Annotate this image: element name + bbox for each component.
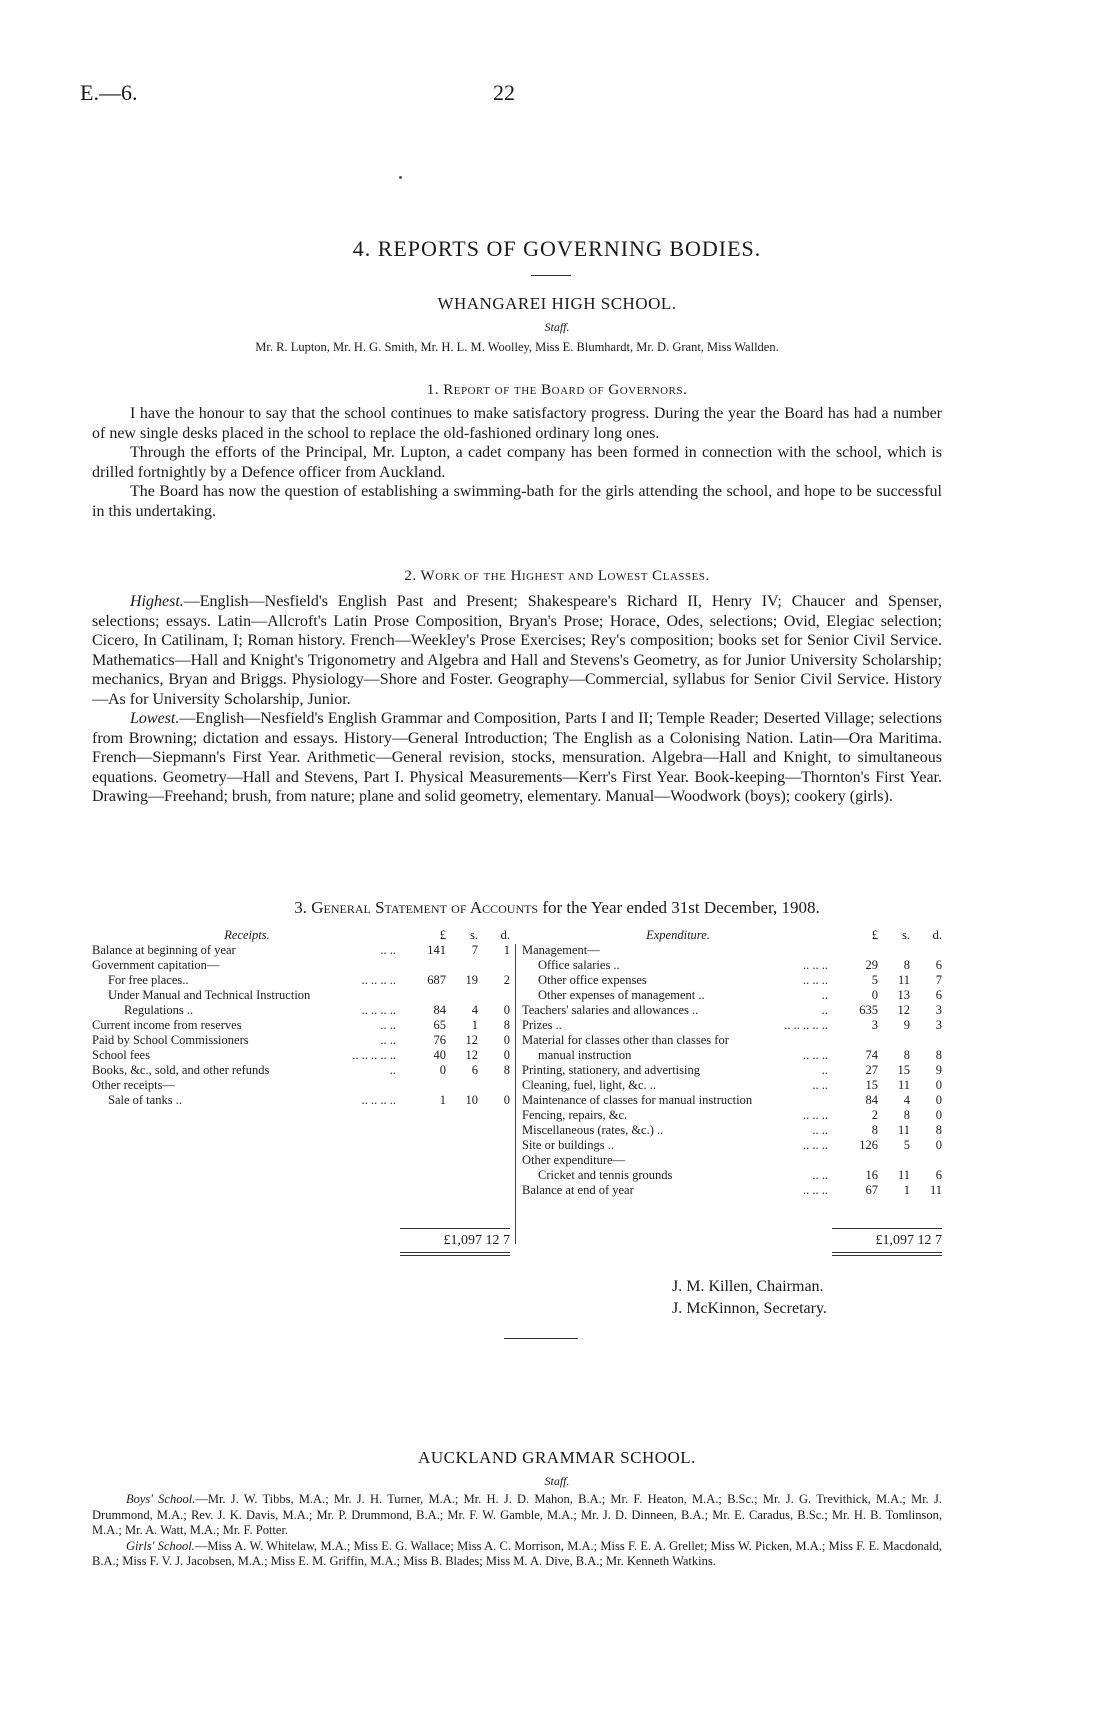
leader-dots: .. .. [380, 1033, 396, 1047]
leader-dots: .. .. .. .. [361, 1003, 396, 1017]
pounds-value: 1 [439, 1093, 446, 1107]
shillings-value: 8 [903, 1108, 910, 1122]
pence-value: 0 [503, 1048, 510, 1062]
account-label-text: Under Manual and Technical Instruction [108, 988, 311, 1002]
shillings-header: s. [902, 928, 910, 942]
work-heading: 2. Work of the Highest and Lowest Classes. [404, 568, 710, 584]
pounds-value: 0 [439, 1063, 446, 1077]
account-label-text: Office salaries .. [538, 958, 620, 972]
shillings-value [878, 1153, 910, 1168]
account-label-text: Maintenance of classes for manual instruction [522, 1093, 753, 1107]
account-label [522, 1048, 834, 1063]
shillings-value: 1 [903, 1183, 910, 1197]
account-label-text: Books, &c., sold, and other refunds [92, 1063, 270, 1077]
shillings-value [878, 1033, 910, 1048]
account-row [92, 1003, 510, 1018]
leader-dots: .. .. .. [803, 1108, 828, 1122]
account-label [522, 1153, 834, 1168]
pence-value [910, 1153, 942, 1168]
shillings-value [878, 943, 910, 958]
page-number: 22 [493, 80, 515, 105]
account-row [92, 1048, 510, 1063]
pounds-value [834, 1033, 878, 1048]
leader-dots: .. .. .. [803, 973, 828, 987]
pounds-value: 74 [865, 1048, 878, 1062]
pence-value [910, 943, 942, 958]
staff-heading: Staff. [544, 320, 570, 334]
account-label-text: For free places.. [108, 973, 189, 987]
account-label [92, 1078, 402, 1093]
pounds-header: £ [871, 928, 878, 942]
account-label [92, 1063, 402, 1078]
pence-value [478, 958, 510, 973]
report-body [92, 404, 942, 521]
chairman-signature: J. M. Killen, Chairman. [672, 1278, 824, 1295]
shillings-value [446, 988, 478, 1003]
pounds-value: 84 [865, 1093, 878, 1107]
pounds-value: 635 [859, 1003, 878, 1017]
shillings-value: 8 [903, 1048, 910, 1062]
account-row [92, 958, 510, 973]
account-row [92, 1063, 510, 1078]
speck [399, 176, 402, 179]
account-row [522, 1168, 942, 1183]
shillings-value [446, 1078, 478, 1093]
expenditure-table [522, 928, 942, 1198]
pounds-value: 5 [871, 973, 878, 987]
account-row [522, 943, 942, 958]
shillings-value: 13 [897, 988, 910, 1002]
pounds-value: 29 [865, 958, 878, 972]
account-label-text: Teachers' salaries and allowances .. [522, 1003, 699, 1017]
account-label [92, 988, 402, 1003]
pence-value: 0 [935, 1138, 942, 1152]
pence-value: 9 [935, 1063, 942, 1077]
leader-dots: .. .. .. [803, 1183, 828, 1197]
pounds-value: 8 [871, 1123, 878, 1137]
shillings-value: 11 [897, 1123, 910, 1137]
leader-dots: .. .. .. [803, 1048, 828, 1062]
leader-dots: .. .. .. .. .. [784, 1018, 828, 1032]
shillings-value: 5 [903, 1138, 910, 1152]
pounds-value: 687 [427, 973, 446, 987]
shillings-value [446, 958, 478, 973]
pounds-value: 40 [433, 1048, 446, 1062]
accounts-heading-main: 3. General Statement of Accounts [294, 898, 539, 917]
account-row [522, 1063, 942, 1078]
pounds-value: 15 [865, 1078, 878, 1092]
account-label-text: Fencing, repairs, &c. [522, 1108, 628, 1122]
staff-heading: Staff. [544, 1474, 570, 1488]
boys-school-staff [92, 1492, 942, 1539]
title-rule [531, 275, 571, 276]
pence-value: 11 [929, 1183, 942, 1197]
account-label-text: Cleaning, fuel, light, &c. .. [522, 1078, 657, 1092]
account-row [522, 1078, 942, 1093]
account-label-text: Other expenses of management .. [538, 988, 705, 1002]
shillings-value: 19 [465, 973, 478, 987]
shillings-value: 11 [897, 1168, 910, 1182]
accounts-heading-rest: for the Year ended 31st December, 1908. [538, 898, 820, 917]
pounds-value: 76 [433, 1033, 446, 1047]
expenditure-total-block [832, 1228, 942, 1256]
account-label [92, 1048, 402, 1063]
shillings-value: 4 [471, 1003, 478, 1017]
pounds-value [402, 958, 446, 973]
receipts-column [92, 928, 510, 1108]
account-label-text: Paid by School Commissioners [92, 1033, 249, 1047]
account-label-text: Material for classes other than classes for [522, 1033, 729, 1047]
pounds-value [834, 1153, 878, 1168]
account-label-text: Balance at beginning of year [92, 943, 236, 957]
leader-dots: .. .. .. [803, 1138, 828, 1152]
report-paragraph: Through the efforts of the Principal, Mr. Lupton, a cadet company has been formed in connection with the school, which is drilled fortnightly by a Defence officer from Auckland. [92, 444, 942, 481]
girls-school-staff [92, 1539, 942, 1570]
account-row [92, 1018, 510, 1033]
pounds-value [834, 943, 878, 958]
report-heading: 1. Report of the Board of Governors. [426, 382, 688, 398]
total-rule [832, 1255, 942, 1256]
total-rule [832, 1228, 942, 1229]
account-row [92, 943, 510, 958]
boys-staff-list: —Mr. J. W. Tibbs, M.A.; Mr. J. H. Turner, M.A.; Mr. H. J. D. Mahon, B.A.; Mr. F. Heaton, M.A.; B.Sc.; Mr. J. G. Trevithick, M.A.; Mr. J. Drummond, M.A.; Rev. J. K. Davis, M.A.; Mr. P. Drummond, B.A.; Mr. F. W. Gamble, M.A.; Mr. J. D. Dinneen, B.A.; Mr. E. Caradus, B.Sc.; Mr. H. B. Tomlinson, M.A.; Mr. A. Watt, M.A.; Mr. F. Potter. [92, 1492, 942, 1537]
leader-dots: .. .. [812, 1123, 828, 1137]
account-label [522, 988, 834, 1003]
account-row [92, 973, 510, 988]
school-name-whangarei: WHANGAREI HIGH SCHOOL. [437, 294, 677, 313]
account-label-text: Printing, stationery, and advertising [522, 1063, 700, 1077]
pence-value: 3 [935, 1018, 942, 1032]
account-row [522, 973, 942, 988]
shillings-value: 6 [471, 1063, 478, 1077]
leader-dots: .. .. [812, 1078, 828, 1092]
pence-value: 1 [503, 943, 510, 957]
document-reference: E.—6. [80, 80, 138, 105]
pounds-value: 16 [865, 1168, 878, 1182]
pounds-value: 0 [871, 988, 878, 1002]
shillings-value: 1 [471, 1018, 478, 1032]
leader-dots: .. .. [812, 1168, 828, 1182]
total-rule [400, 1228, 510, 1229]
leader-dots: .. .. [380, 1018, 396, 1032]
account-row [92, 1033, 510, 1048]
pence-value: 2 [503, 973, 510, 987]
account-label [522, 1018, 834, 1033]
account-row [522, 1093, 942, 1108]
account-row [92, 1093, 510, 1108]
lowest-classes [92, 709, 942, 807]
account-row [522, 1108, 942, 1123]
auckland-staff [92, 1492, 942, 1570]
leader-dots: .. .. .. .. .. [352, 1048, 396, 1062]
staff-list: Mr. R. Lupton, Mr. H. G. Smith, Mr. H. L. M. Woolley, Miss E. Blumhardt, Mr. D. Grant, Miss Wallden. [255, 340, 779, 354]
leader-dots: .. .. [380, 943, 396, 957]
pence-value [478, 1078, 510, 1093]
receipts-table [92, 928, 510, 1108]
pence-value: 0 [503, 1003, 510, 1017]
account-label-text: Prizes .. [522, 1018, 562, 1032]
shillings-value: 12 [465, 1033, 478, 1047]
column-divider [515, 944, 516, 1244]
boys-label: Boys' School. [126, 1492, 196, 1506]
account-label [92, 973, 402, 988]
account-row [522, 1138, 942, 1153]
account-label-text: Balance at end of year [522, 1183, 634, 1197]
leader-dots: .. [821, 988, 828, 1002]
account-label-text: Sale of tanks .. [108, 1093, 182, 1107]
pence-value: 6 [935, 988, 942, 1002]
pence-value: 8 [935, 1123, 942, 1137]
lowest-label: Lowest. [130, 710, 180, 727]
total-rule [400, 1255, 510, 1256]
account-label [522, 1108, 834, 1123]
pounds-value: 27 [865, 1063, 878, 1077]
receipts-heading: Receipts. [224, 928, 270, 942]
account-label [522, 1033, 834, 1048]
section-divider [504, 1338, 578, 1339]
account-label-text: manual instruction [538, 1048, 632, 1062]
secretary-signature: J. McKinnon, Secretary. [672, 1300, 827, 1317]
pounds-value: 84 [433, 1003, 446, 1017]
receipts-total: £1,097 12 7 [443, 1233, 510, 1248]
account-label [92, 943, 402, 958]
account-label [522, 1168, 834, 1183]
pence-value: 6 [935, 958, 942, 972]
account-row [92, 988, 510, 1003]
account-row [522, 1183, 942, 1198]
account-label-text: Regulations .. [124, 1003, 194, 1017]
leader-dots: .. [821, 1063, 828, 1077]
leader-dots: .. .. .. .. [361, 973, 396, 987]
shillings-value: 10 [465, 1093, 478, 1107]
leader-dots: .. [389, 1063, 396, 1077]
account-row [522, 1018, 942, 1033]
pence-value: 0 [503, 1093, 510, 1107]
pence-value: 8 [503, 1063, 510, 1077]
pounds-value [402, 988, 446, 1003]
report-paragraph: I have the honour to say that the school continues to make satisfactory progress. During the year the Board has had a number of new single desks placed in the school to replace the old-fashioned ordinary long ones. [92, 405, 942, 442]
pence-value: 6 [935, 1168, 942, 1182]
pence-value: 3 [935, 1003, 942, 1017]
shillings-header: s. [470, 928, 478, 942]
pounds-header: £ [439, 928, 446, 942]
school-name-auckland: AUCKLAND GRAMMAR SCHOOL. [418, 1448, 696, 1467]
total-rule [832, 1252, 942, 1253]
account-label [522, 1003, 834, 1018]
section-title: 4. REPORTS OF GOVERNING BODIES. [352, 236, 762, 261]
account-label [92, 958, 402, 973]
expenditure-column [522, 928, 942, 1198]
pounds-value [402, 1078, 446, 1093]
account-label [522, 1183, 834, 1198]
account-row [522, 1033, 942, 1048]
highest-label: Highest. [130, 593, 184, 610]
shillings-value: 12 [465, 1048, 478, 1062]
receipts-total-block [400, 1228, 510, 1256]
work-body [92, 592, 942, 807]
account-label [522, 943, 834, 958]
pounds-value: 126 [859, 1138, 878, 1152]
shillings-value: 9 [903, 1018, 910, 1032]
pence-value [478, 988, 510, 1003]
account-row [522, 1003, 942, 1018]
report-paragraph: The Board has now the question of establishing a swimming-bath for the girls attending the school, and hope to be successful in this undertaking. [92, 483, 942, 520]
account-label [522, 1138, 834, 1153]
pence-header: d. [932, 928, 942, 942]
pence-header: d. [500, 928, 510, 942]
pounds-value: 2 [871, 1108, 878, 1122]
account-label-text: Site or buildings .. [522, 1138, 615, 1152]
expenditure-total: £1,097 12 7 [875, 1233, 942, 1248]
account-label [92, 1033, 402, 1048]
account-label [522, 1123, 834, 1138]
pence-value [910, 1033, 942, 1048]
girls-label: Girls' School. [126, 1538, 195, 1553]
account-label [522, 973, 834, 988]
shillings-value: 15 [897, 1063, 910, 1077]
leader-dots: .. [821, 1003, 828, 1017]
pence-value: 8 [503, 1018, 510, 1032]
account-label-text: Government capitation— [92, 958, 220, 972]
account-row [522, 988, 942, 1003]
account-label [522, 1078, 834, 1093]
pounds-value: 65 [433, 1018, 446, 1032]
highest-text: —English—Nesfield's English Past and Present; Shakespeare's Richard II, Henry IV; Chaucer and Spenser, selections; essays. Latin—Allcroft's Latin Prose Composition, Bryan's Prose; Horace, Odes, selections; Ovid, Elegiac selection; Cicero, In Catilinam, I; Roman history. French—Weekley's Prose Exercises; Rey's composition; books set for Senior Civil Service. Mathematics—Hall and Knight's Trigonometry and Algebra and Hall and Stevens's Geometry, as for Junior University Scholarship; mechanics, Bryan and Briggs. Physiology—Shore and Foster. Geography—Commercial, syllabus for Senior Civil Service. History—As for University Scholarship, Junior. [92, 593, 942, 708]
expenditure-heading: Expenditure. [646, 928, 710, 942]
account-row [522, 1123, 942, 1138]
account-label [92, 1003, 402, 1018]
shillings-value: 12 [897, 1003, 910, 1017]
leader-dots: .. .. .. .. [361, 1093, 396, 1107]
shillings-value: 11 [897, 1078, 910, 1092]
shillings-value: 8 [903, 958, 910, 972]
account-label-text: Other receipts— [92, 1078, 175, 1092]
account-row [522, 1153, 942, 1168]
account-label-text: Cricket and tennis grounds [538, 1168, 673, 1182]
pence-value: 7 [935, 973, 942, 987]
account-label-text: Other expenditure— [522, 1153, 626, 1167]
account-label-text: School fees [92, 1048, 150, 1062]
pence-value: 0 [935, 1078, 942, 1092]
pounds-value: 141 [427, 943, 446, 957]
highest-classes [92, 592, 942, 709]
account-label [522, 1093, 834, 1108]
account-row [92, 1078, 510, 1093]
account-label-text: Other office expenses [538, 973, 647, 987]
lowest-text: —English—Nesfield's English Grammar and Composition, Parts I and II; Temple Reader; Deserted Village; selections from Browning; dictation and essays. History—General Introduction; The English as a Colonising Nation. Latin—Ora Maritima. French—Siepmann's First Year. Arithmetic—General revision, stocks, mensuration. Algebra—Hall and Knight, to simultaneous equations. Geometry—Hall and Stevens, Part I. Physical Measurements—Kerr's First Year. Book-keeping—Thornton's First Year. Drawing—Freehand; brush, from nature; plane and solid geometry, elementary. Manual—Woodwork (boys); cookery (girls). [92, 710, 942, 805]
leader-dots: .. .. .. [803, 958, 828, 972]
pence-value: 0 [935, 1108, 942, 1122]
accounts-heading [0, 898, 1114, 918]
pounds-value: 3 [871, 1018, 878, 1032]
account-label-text: Miscellaneous (rates, &c.) .. [522, 1123, 664, 1137]
pence-value: 0 [503, 1033, 510, 1047]
account-label [522, 1063, 834, 1078]
account-row [522, 958, 942, 973]
account-label [92, 1093, 402, 1108]
girls-staff-list: —Miss A. W. Whitelaw, M.A.; Miss E. G. Wallace; Miss A. C. Morrison, M.A.; Miss F. E. A. Grellet; Miss W. Picken, M.A.; Miss F. E. Macdonald, B.A.; Miss F. V. J. Jacobsen, M.A.; Miss E. M. Griffin, M.A.; Miss B. Blades; Miss M. A. Dive, B.A.; Mr. Kenneth Watkins. [92, 1538, 942, 1568]
shillings-value: 7 [471, 943, 478, 957]
total-rule [400, 1252, 510, 1253]
account-label-text: Current income from reserves [92, 1018, 242, 1032]
account-label-text: Management— [522, 943, 600, 957]
account-label [522, 958, 834, 973]
account-label [92, 1018, 402, 1033]
pounds-value: 67 [865, 1183, 878, 1197]
account-row [522, 1048, 942, 1063]
pence-value: 0 [935, 1093, 942, 1107]
pence-value: 8 [935, 1048, 942, 1062]
shillings-value: 11 [897, 973, 910, 987]
shillings-value: 4 [903, 1093, 910, 1107]
